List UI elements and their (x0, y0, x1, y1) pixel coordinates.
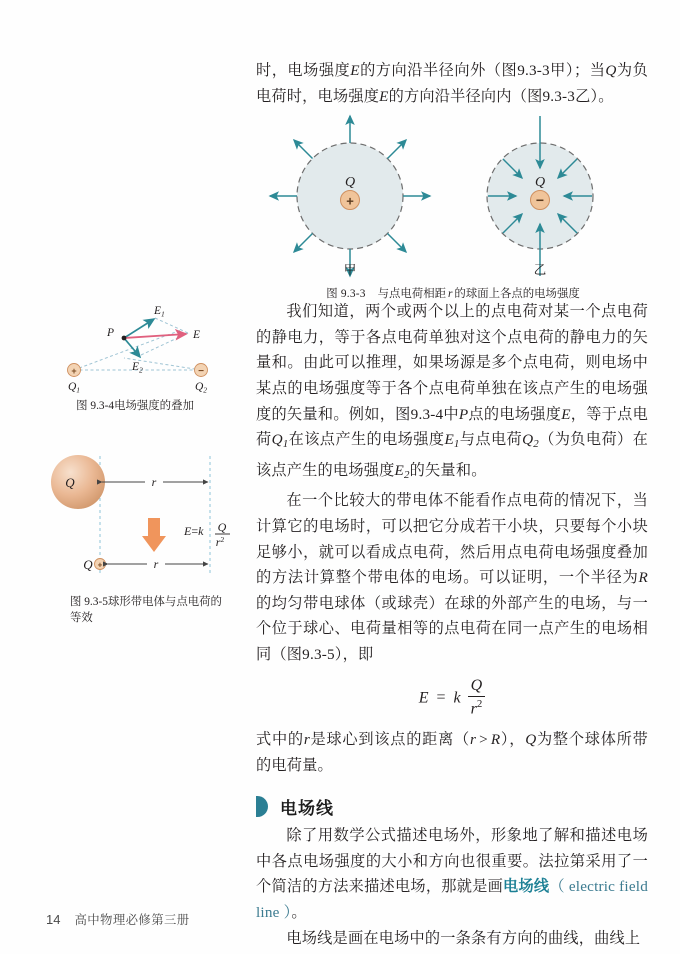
label-Q2: $Q_2$ (194, 381, 208, 395)
p2-t1: 我们知道，两个或两个以上的点电荷对某一个点电荷的静电力，等于各点电荷单独对这个点电荷的静电力的矢量和。由此可以推理，如果场源是多个点电荷，则电场中某点的电场强度等于各个点电荷单独在该点产生的电场强度的矢量和。例如，图9.3-4中 (256, 303, 648, 423)
figure-9-3-5-graphic (26, 440, 244, 590)
paragraph-1 (256, 58, 648, 109)
p4-r: r (303, 730, 310, 748)
point-charge-label-Q: Q (83, 557, 93, 572)
charged-sphere (51, 455, 105, 509)
figure-9-3-4 (26, 300, 244, 395)
charge-Q2-minus-icon: − (198, 366, 204, 377)
p2-q2-sub: 2 (533, 438, 539, 451)
fig935-caption-number: 图 9.3-5 (70, 596, 108, 608)
label-Q1: $Q_1$ (67, 381, 81, 395)
fig934-caption-text: 电场强度的叠加 (114, 400, 194, 412)
key-term-english: （ electric field line ） (256, 878, 649, 921)
p2-p: P (458, 405, 469, 423)
sphere-negative-group (487, 116, 593, 277)
p2-e2-sub: 2 (403, 468, 410, 481)
formula-k: k (453, 688, 461, 706)
formula-fraction (468, 677, 486, 718)
sphere-negative-charge-label: Q (534, 175, 546, 190)
fig934-caption-number: 图 9.3-4 (76, 400, 115, 412)
page-footer (46, 910, 190, 928)
p2-t2: 点的电场强度 (468, 405, 562, 423)
figure-9-3-4-caption (26, 398, 244, 414)
label-E1: $E_1$ (154, 305, 165, 319)
book-title: 高中物理必修第三册 (74, 913, 190, 927)
p3-t1: 在一个比较大的带电体不能看作点电荷的情况下，当计算它的电场时，可以把它分成若干小块，只要每个小块足够小，就可以看成点电荷，然后用点电荷电场强度叠加的方法计算整个带电体的电场。可以证明，一个半径为 (256, 492, 648, 587)
fig933-caption-text-b: 的球面上各点的电场强度 (454, 288, 580, 300)
p2-q1-sub: 1 (282, 438, 289, 451)
figure-9-3-5-caption (26, 594, 244, 626)
p4-t3: ）， (500, 730, 526, 748)
sphere-label-Q: Q (65, 475, 75, 490)
p1-t4: 的方向沿半径向内（图9.3-3乙）。 (388, 87, 614, 105)
fig933-caption-r: r (447, 288, 453, 300)
label-E: E (193, 329, 201, 341)
fig935-formula (183, 520, 230, 549)
section-marker-icon (256, 796, 268, 817)
p1-e2: E (379, 87, 389, 105)
p4-t2: 是球心到该点的距离（ (309, 730, 470, 748)
fig935-formula-Q: Q (217, 520, 227, 534)
p4-ineq-r: r (469, 730, 477, 748)
vector-E2 (124, 338, 140, 357)
charge-Q1-plus-icon: + (71, 366, 77, 376)
key-term-electric-field-line: 电场线 (503, 878, 550, 896)
formula-numerator-Q: Q (470, 676, 483, 694)
svg-text:E=k (183, 524, 204, 538)
fig935-formula-k: k (198, 524, 204, 538)
p2-q1: Q (271, 431, 283, 449)
p2-t4: 在该点产生的电场强度 (288, 431, 445, 449)
paragraph-4 (256, 727, 648, 778)
fig933-caption-text-a: 与点电荷相距 (377, 288, 446, 300)
section-title: 电场线 (280, 799, 334, 819)
sphere-positive-group (270, 116, 430, 277)
equivalence-arrow-icon (142, 518, 166, 552)
section-heading-electric-field-lines (256, 794, 648, 819)
p4-t4: 为整个球体所带的电荷量。 (256, 730, 649, 774)
paragraph-6: 电场线是画在电场中的一条条有方向的曲线，曲线上 (286, 929, 641, 947)
p1-t3: 为负电荷时，电场强度 (256, 62, 649, 105)
distance-label-r-bottom: r (153, 557, 159, 571)
p5-t1: 除了用数学公式描述电场外，形象地了解和描述电场中各点电场强度的大小和方向也很重要。法拉第采用了一个简洁的方法来描述电场，那就是画 (256, 827, 648, 896)
left-figure-column (26, 300, 244, 626)
figure-label-yi: 乙 (533, 263, 547, 277)
p2-t3: ，等于点电荷 (256, 405, 648, 449)
figure-9-3-4-graphic (26, 300, 244, 395)
paragraph-5 (256, 823, 648, 925)
vector-E-resultant (124, 334, 186, 338)
fig935-formula-E: E (184, 524, 192, 538)
p2-e: E (561, 405, 571, 423)
p4-Q: Q (525, 730, 537, 748)
formula-E: E (418, 688, 429, 706)
p1-t2: 的方向沿半径向外（图9.3-3甲）；当 (359, 62, 606, 79)
p3-t2: 的均匀带电球体（或球壳）在球的外部产生的电场，与一个位于球心、电荷量相等的点电荷在同一点产生的电场相同（图9.3-5），即 (256, 594, 648, 664)
p4-t1: 式中的 (256, 730, 304, 748)
sphere-positive-charge-label: Q (344, 175, 356, 190)
p5-t2: 。 (291, 903, 307, 921)
paragraph-2 (256, 299, 648, 488)
p3-R: R (638, 569, 648, 587)
p2-e1-sub: 1 (453, 438, 460, 451)
p2-t7: 的矢量和。 (409, 461, 487, 479)
figure-9-3-3-caption (262, 286, 644, 302)
figure-9-3-3 (262, 128, 644, 303)
formula-coulomb-field (256, 678, 648, 719)
paragraph-3 (256, 488, 648, 667)
fig935-formula-eq: = (191, 524, 199, 538)
formula-denominator-r2 (468, 696, 486, 718)
fig935-caption-line2: 等效 (70, 612, 93, 624)
p2-t5: 与点电荷 (459, 431, 523, 449)
distance-arrow-bottom (108, 557, 208, 571)
positive-sign-icon: + (346, 193, 354, 209)
fig935-formula-r: $r^2$ (215, 535, 225, 549)
distance-arrow-top (102, 475, 208, 489)
figure-9-3-5 (26, 440, 244, 590)
point-charge-plus-icon: + (97, 560, 103, 570)
p4-ineq-op: > (479, 730, 488, 748)
formula-equals: = (436, 688, 446, 706)
fig935-caption-line1: 球形带电体与点电荷的 (107, 596, 222, 608)
p1-t1: 时，电场强度 (256, 62, 351, 79)
p2-t6: （为负电荷）在该点产生的电场强度 (256, 431, 649, 479)
figure-9-3-3-graphic (262, 128, 644, 278)
distance-label-r-top: r (151, 475, 157, 489)
negative-sign-icon: − (535, 192, 545, 208)
page-number: 14 (46, 912, 61, 927)
p2-q2: Q (522, 431, 534, 449)
p2-e2: E (394, 461, 404, 479)
label-E2: $E_2$ (132, 361, 143, 375)
fig933-caption-number: 图 9.3-3 (326, 288, 366, 300)
point-P-dot (122, 336, 127, 341)
p2-e1: E (444, 431, 454, 449)
p1-q: Q (605, 62, 617, 79)
formula-r: r (470, 699, 477, 717)
point-P-label: P (106, 327, 114, 339)
p1-e1: E (350, 62, 360, 79)
p4-ineq-R: R (490, 730, 501, 748)
figure-label-jia: 甲 (343, 263, 357, 277)
vector-E1 (124, 319, 154, 338)
formula-exponent: 2 (476, 697, 483, 710)
